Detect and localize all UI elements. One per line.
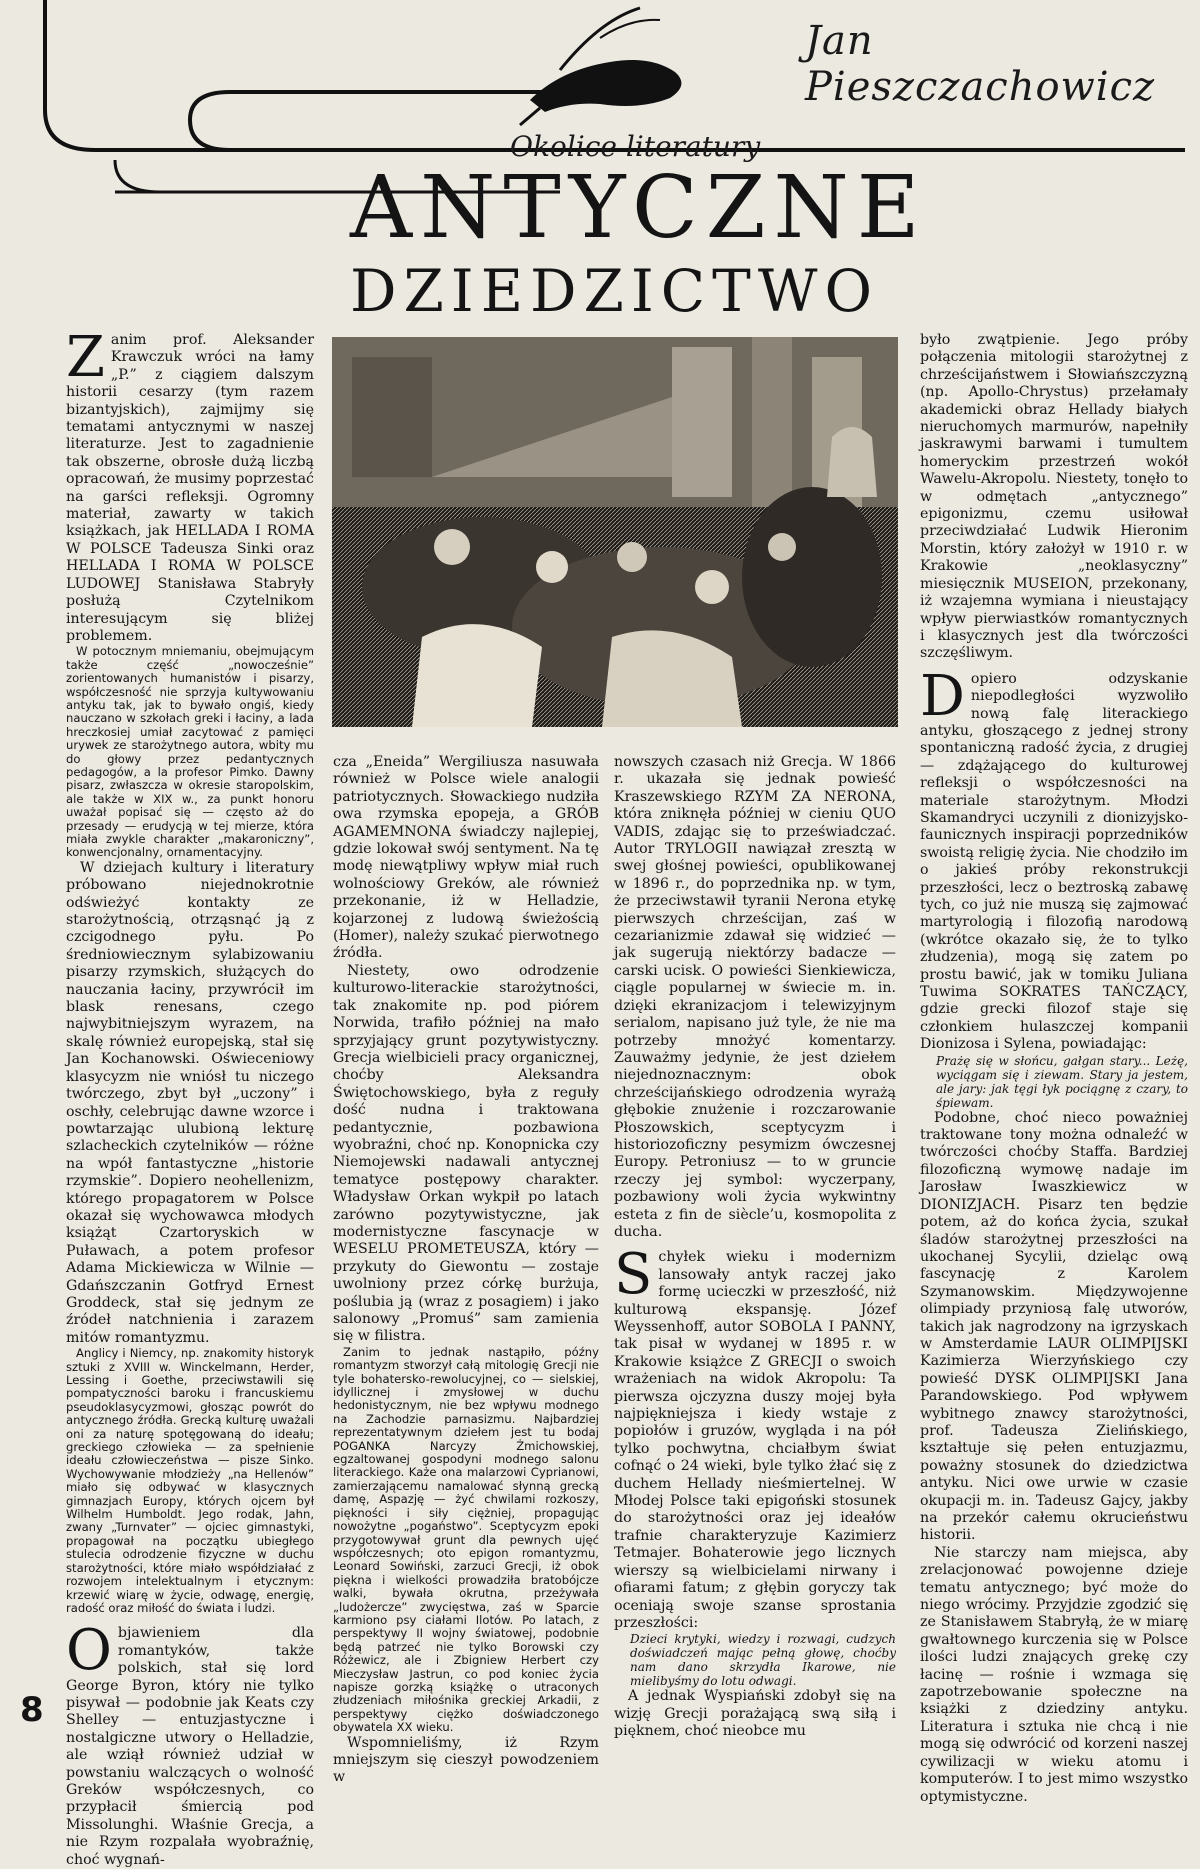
paragraph: było zwątpienie. Jego próby połączenia mitologii starożytnej z chrześcijaństwem i Słowiańszczyzną (np. Apollo-Chrystus) przełamały akademicki obraz Hellady białych nieruchomych marmurów, napełniły jaskrawymi barwami i tumultem homeryckim przestrzeń wokół Wawelu-Akropolu. Niestety, tonęło to w odmętach „antycznego” epigonizmu, czemu usiłował przeciwdziałać Ludwik Hieronim Morstin, który założył w 1910 r. w Krakowie „neoklasyczny” miesięcznik MUSEION, przekonany, iż wzajemna wymiana i nieustający wpływ pierwiastków romantycznych i klasycznych jest dla twórczości szczęśliwym. xyxy=(920,332,1188,662)
paragraph: Wspomnieliśmy, iż Rzym mniejszym się cieszył powodzeniem w xyxy=(333,1734,599,1786)
author-signature: Jan Pieszczachowicz xyxy=(805,18,1156,110)
article-column-2 xyxy=(333,754,599,1786)
paragraph: Podobne, choć nieco poważniej traktowane tony można odnaleźć w twórczości choćby Staffa. Bardziej filozoficzną wymowę nadaje im Jarosław Iwaszkiewicz w DIONIZJACH. Pisarz ten będzie potem, aż do końca życia, szukał śladów starożytnej przeszłości na ukochanej Sycylii, dzieląc ową fascynację z Karolem Szymanowskim. Międzywojenne olimpiady przyniosą falę utworów, takich jak nagrodzony na igrzyskach w Amsterdamie LAUR OLIMPIJSKI Kazimierza Wierzyńskiego czy powieść DYSK OLIMPIJSKI Jana Parandowskiego. Pod wpływem wybitnego znawcy starożytności, prof. Tadeusza Zielińskiego, kształtuje się pełen entuzjazmu, poważny stosunek do dziedzictwa antyku. Nici owe urwie w czasie okupacji m. in. Tadeusz Gajcy, jakby na przekór całemu okrucieństwu historii. xyxy=(920,1109,1188,1544)
article-column-1 xyxy=(66,325,314,1868)
drop-cap: Z xyxy=(66,325,105,390)
article-subtitle: DZIEDZICTWO xyxy=(350,257,879,325)
article-illustration xyxy=(332,337,898,727)
paragraph: Zanim to jednak nastąpiło, późny romantyzm stworzył całą mitologię Grecji nie tyle bohatersko-rewolucyjnej, co — sielskiej, idyllicznej i zmysłowej w duchu hedonistycznym, nie bez wpływu modnego na Zachodzie parnasizmu. Najbardziej reprezentatywnym dziełem jest tu bodaj POGANKA Narcyzy Żmichowskiej, egzaltowanej gospodyni modnego salonu literackiego. Każe ona malarzowi Cyprianowi, zamierzającemu namalować słynną grecką damę, Aspazję — żyć chwilami rozkoszy, piękności i siły ciężniej, propagując nowożytne „pogaństwo”. Sceptycyzm epoki przygotowywał grunt dla pewnych ujęć współczesnych; oto epigon romantyzmu, Leonard Sowiński, zarzuci Grecji, iż obok piękna i wielkości prowadziła bratobójcze walki, bywała okrutna, przeżywała „ludożercze” zwycięstwa, zaś w Sparcie karmiono psy ciałami Ilotów. Po latach, z perspektywy II wojny światowej, podobnie będą patrzeć nie tylko Borowski czy Różewicz, ale i Zbigniew Herbert czy Mieczysław Jastrun, co pod koniec życia napisze gorzką książkę o utraconych złudzeniach miłośnika greckiej Arkadii, z perspektywy ciężko doświadczonego obywatela XX wieku. xyxy=(333,1344,599,1735)
paragraph: W potocznym mniemaniu, obejmującym także część „nowocześnie” zorientowanych humanistów i pisarzy, współczesność nie sprzyja kultywowaniu antyku tak, jak to bywało ongiś, kiedy nauczano w szkołach greki i łaciny, a lada hreczkosiej umiał zacytować z pamięci urywek ze starożytnego autora, wbity mu do głowy przez pedantycznych pedagogów, a la profesor Pimko. Dawny pisarz, zwłaszcza w okresie staropolskim, ale także w XIX w., za punkt honoru uważał popisać się — często aż do przesady — erudycją w tej mierze, która miała zwykle charakter „makaroniczny”, konwencjonalny, ornamentacyjny. xyxy=(66,644,314,860)
paragraph: Schyłek wieku i modernizm lansowały antyk raczej jako formę ucieczki w przeszłość, niż kulturową ekspansję. Józef Weyssenhoff, autor SOBOLA I PANNY, tak pisał w wydanej w 1895 r. w Krakowie książce Z GRECJI o swoich wrażeniach na widok Akropolu: Ta pierwsza ojczyzna duszy mojej była najpiękniejsza i kiedy wstaje z popiołów i gruzów, wygląda i na pół tylko pochwytna, chciałbym świat cofnąć o 24 wieki, byle tylko żłać się z duchem Hellady nieśmiertelnej. W Młodej Polsce taki epigoński stosunek do starożytności oraz jej ideałów trafnie charakteryzuje Kazimierz Tetmajer. Bohaterowie jego licznych wierszy są wielbicielami nirwany i ofiarami fatum; z głębin goryczy tak oceniają swoje szanse sprostania przeszłości: xyxy=(614,1242,896,1631)
paragraph: Objawieniem dla romantyków, także polskich, stał się lord George Byron, który nie tylko pisywał — podobnie jak Keats czy Shelley — entuzjastyczne i nostalgiczne utwory o Helladzie, ale wziął również udział w powstaniu walczących o wolność Greków współczesnych, co przypłacił śmiercią pod Missolunghi. Właśnie Grecja, a nie Rzym rozpalała wyobraźnię, choć wygnań- xyxy=(66,1618,314,1868)
poem-quote: Prażę się w słońcu, gałgan stary... Leżę, wyciągam się i ziewam. Stary ja jestem, ale jary: jak tęgi łyk pociągnę z czary, to śpiewam. xyxy=(936,1053,1188,1110)
article-column-3 xyxy=(614,754,896,1740)
paragraph: W dziejach kultury i literatury próbowano niejednokrotnie odświeżyć kontakty ze starożytnością, otrząsnąć ją z czcigodnego pyłu. Po średniowiecznym sylabizowaniu pisarzy rzymskich, służących do nauczania łaciny, przywrócił im blask renesans, czego najwybitniejszym wyrazem, na skalę również europejską, stał się Jan Kochanowski. Oświeceniowy klasycyzm nie wniósł tu niczego twórczego, zbyt był „uczony” i oschły, celebrując dawne wzorce i powtarzając ulubioną lekturę szlacheckich czytelników — różne na wpół fantastyczne „historie rzymskie”. Dopiero neohellenizm, którego propagatorem w Polsce okazał się wychowawca młodych książąt Czartoryskich w Puławach, a potem profesor Adama Mickiewicza w Wilnie — Gdańszczanin Gotfryd Ernest Groddeck, stał się jednym ze źródeł natchnienia i zarazem mitów romantyzmu. xyxy=(66,859,314,1346)
paragraph: A jednak Wyspiański zdobył się na wizję Grecji porażającą swą siłą i pięknem, choć nieobce mu xyxy=(614,1688,896,1740)
paragraph: Anglicy i Niemcy, np. znakomity historyk sztuki z XVIII w. Winckelmann, Herder, Lessing i Goethe, przeciwstawili się pompatyczności baroku i francuskiemu pseudoklasycyzmowi, głosząc powrót do antycznego źródła. Grecką kulturę uważali oni za naturę spotęgowaną do ideału; greckiego człowieka — za spełnienie ideału człowieczeństwa — pisze Sinko. Wychowywanie młodzieży „na Hellenów” miało się odbywać w klasycznych gimnazjach Europy, których ojcem był Wilhelm Humboldt. Jego rodak, Jahn, zwany „Turnvater” — ojciec gimnastyki, propagował na początku ubiegłego stulecia odrodzenie fizyczne w duchu starożytności, które miało współdziałać z rozwojem intelektualnym i etycznym: krzewić wiarę w życie, odwagę, energię, radość oraz miłość do świata i ludzi. xyxy=(66,1346,314,1615)
paragraph: Nie starczy nam miejsca, aby zrelacjonować powojenne dzieje tematu antycznego; być może do niego wrócimy. Przyjdzie zgodzić się ze Stanisławem Stabryłą, że w miarę gwałtownego kurczenia się w Polsce ilości ludzi znających grekę czy łacinę — rośnie i wzmaga się zapotrzebowanie społeczne na książki z dziedziny antyku. Literatura i sztuka nie chcą i nie mogą się odwrócić od korzeni naszej cywilizacji w wieku atomu i komputerów. I to jest mimo wszystko optymistyczne. xyxy=(920,1544,1188,1805)
drop-cap: S xyxy=(614,1242,653,1308)
article-title: ANTYCZNE xyxy=(350,158,928,258)
engraving-image xyxy=(332,337,898,727)
paragraph: nowszych czasach niż Grecja. W 1866 r. ukazała się jednak powieść Kraszewskiego RZYM ZA NERONA, która zniknęła później w cieniu QUO VADIS, zdając się to przeświadczać. Autor TRYLOGII nawiązał zresztą w swej głośnej powieści, opublikowanej w 1896 r., do poprzednika np. w tym, że przeciwstawił tyranii Nerona etykę pierwszych chrześcijan, zaś w cezarianizmie zdawał się widzieć — jak sugerują niektórzy badacze — carski ucisk. O powieści Sienkiewicza, ciągle popularnej w świecie m. in. dzięki ekranizacjom i telewizyjnym serialom, napisano już tyle, że nie ma potrzeby mnożyć komentarzy. Zauważmy jedynie, że jest dziełem niejednoznacznym: obok chrześcijańskiego odrodzenia wyrażą głębokie znużenie i rozczarowanie Płoszowskich, sceptycyzm i historiozoficzny pesymizm ówczesnej Europy. Petroniusz — to w gruncie rzeczy jej symbol: wyczerpany, pozbawiony woli życia wykwintny esteta z fin de siècle’u, kosmopolita z ducha. xyxy=(614,754,896,1240)
paragraph: cza „Eneida” Wergiliusza nasuwała również w Polsce wiele analogii patriotycznych. Słowackiego nudziła owa rzymska epopeja, a GRÓB AGAMEMNONA świadczy najlepiej, gdzie lokował swój sentyment. Na tę modę niewątpliwy wpływ miał ruch wolnościowy Greków, ale również przekonanie, iż w Helladzie, kojarzonej z ludową świeżością (Homer), należy szukać pierwotnego źródła. xyxy=(333,754,599,962)
paragraph: Niestety, owo odrodzenie kulturowo-literackie starożytności, tak znakomite np. pod piórem Norwida, trafiło później na mało sprzyjający grunt pozytywistyczny. Grecja wielbicieli pracy organicznej, choćby Aleksandra Świętochowskiego, była z reguły dość nudna i traktowana pedantycznie, pozbawiona wyobraźni, choć np. Konopnicka czy Niemojewski nadawali antycznej tematyce postępowy charakter. Władysław Orkan wykpił po latach zarówno pozytywistyczne, jak modernistyczne fascynacje w WESELU PROMETEUSZA, który — przykuty do Giewontu — zostaje uwolniony przez córkę burżuja, poślubia ją (wraz z posagiem) i jako salonowy „Promuś” sam zamienia się w filistra. xyxy=(333,962,599,1345)
poem-quote: Dzieci krytyki, wiedzy i rozwagi, cudzych doświadczeń mając pełną głowę, choćby nam dano skrzydła Ikarowe, nie mielibyśmy do lotu odwagi. xyxy=(630,1632,896,1689)
page-number: 8 xyxy=(20,1690,44,1730)
drop-cap: D xyxy=(920,663,965,729)
drop-cap: O xyxy=(66,1618,112,1684)
paragraph: Zanim prof. Aleksander Krawczuk wróci na łamy „P.” z ciągiem dalszym historii cesarzy (tym razem bizantyjskich), zajmijmy się tematami antycznymi w naszej literaturze. Jest to zagadnienie tak obszerne, obrosłe dużą liczbą opracowań, że musimy poprzestać na garści refleksji. Ogromny materiał, zawarty w takich książkach, jak HELLADA I ROMA W POLSCE Tadeusza Sinki oraz HELLADA I ROMA W POLSCE LUDOWEJ Stanisława Stabryły posłużą Czytelnikom interesującym się bliżej problemem. xyxy=(66,325,314,644)
section-kicker: Okolice literatury xyxy=(510,130,761,163)
article-column-4 xyxy=(920,332,1188,1805)
quill-hand-icon xyxy=(520,8,681,125)
paragraph: Dopiero odzyskanie niepodległości wyzwoliło nową falę literackiego antyku, głoszącego z jednej strony spontaniczną radość życia, z drugiej — zdążającego do kulturowej refleksji o współczesności na materiale starożytnym. Młodzi Skamandryci uczynili z dionizyjsko-faunicznych inspiracji poprzedników swoistą religię życia. Nie chodziło im o jakieś próby rekonstrukcji przeszłości, lecz o beztroską zabawę tych, co już nie muszą się zajmować martyrologią i filozofią narodową (wkrótce okazało się, że to tylko złudzenia), mogą się zatem po prostu bawić, jak w tomiku Juliana Tuwima SOKRATES TAŃCZĄCY, gdzie grecki filozof staje się członkiem hulaszczej kompanii Dionizosa i Sylena, powiadając: xyxy=(920,663,1188,1053)
